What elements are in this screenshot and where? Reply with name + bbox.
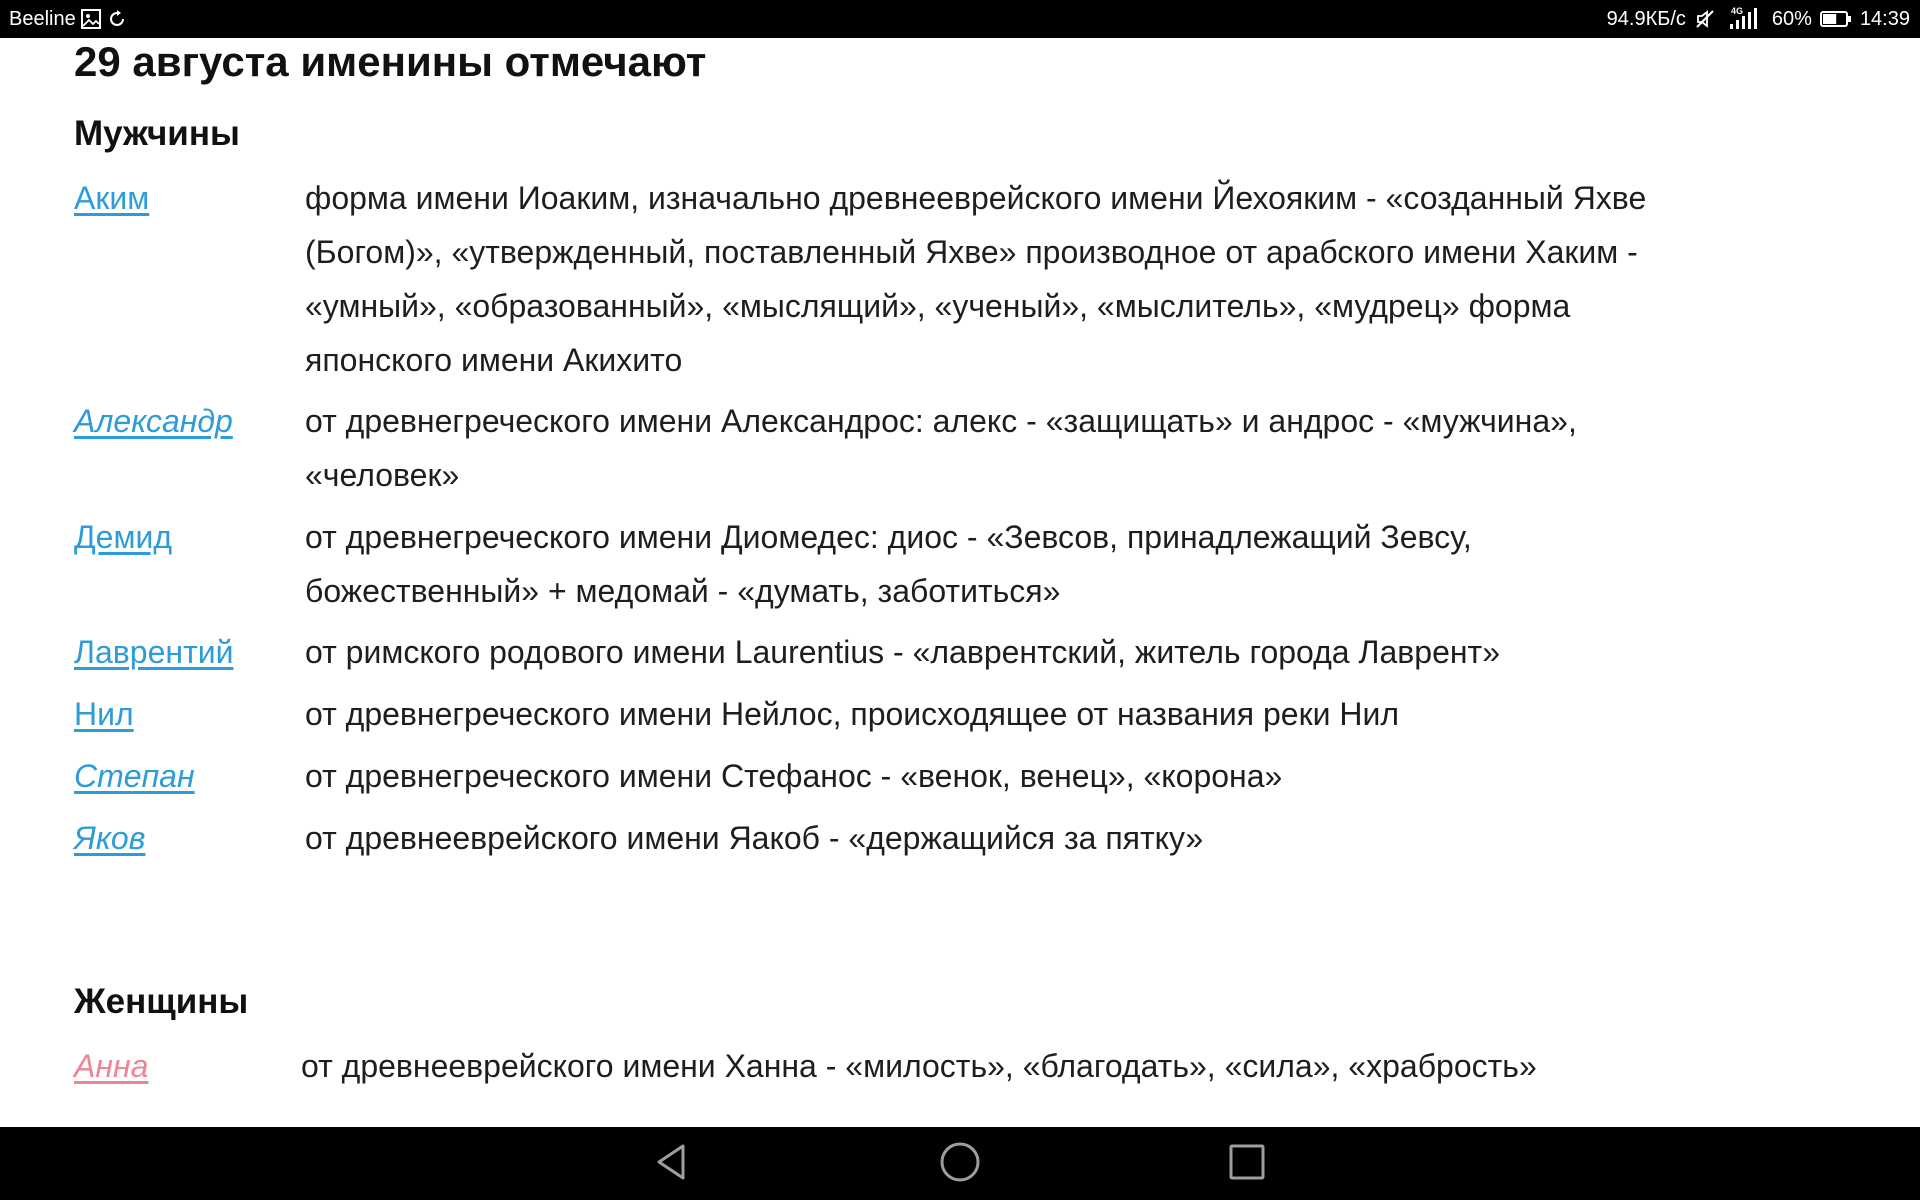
name-link-stepan[interactable]: Степан: [74, 758, 195, 794]
network-speed: 94.9КБ/с: [1606, 8, 1686, 30]
image-icon: [80, 8, 102, 30]
name-link-aleksandr[interactable]: Александр: [74, 403, 233, 439]
name-link-yakov[interactable]: Яков: [74, 820, 146, 856]
name-link-lavrentiy[interactable]: Лаврентий: [74, 634, 234, 670]
name-meaning-yakov: от древнееврейского имени Яакоб - «держащийся за пятку»: [305, 820, 1204, 856]
name-meaning-stepan: от древнегреческого имени Стефанос - «венок, венец», «корона»: [305, 758, 1283, 794]
status-bar-left: [9, 0, 128, 38]
status-bar-right: [1607, 0, 1910, 38]
back-icon: [653, 1142, 693, 1187]
name-meaning-akim: форма имени Иоаким, изначально древнееврейского имени Йехояким - «созданный Яхве (Богом)», «утвержденный, поставленный Яхве» производное от арабского имени Хаким - «умный», «образованный», «мыслящий», «ученый», «мыслитель», «мудрец» форма японского имени Акихито: [305, 180, 1647, 378]
home-button[interactable]: [937, 1141, 983, 1187]
page-title: 29 августа именины отмечают: [74, 38, 707, 85]
mute-icon: [1694, 8, 1716, 30]
recents-button[interactable]: [1224, 1141, 1270, 1187]
name-meaning-lavrentiy: от римского родового имени Laurentius - «лаврентский, житель города Лаврент»: [305, 634, 1500, 670]
sync-icon: [106, 8, 128, 30]
name-link-akim[interactable]: Аким: [74, 180, 150, 216]
network-type: 4G: [1730, 6, 1743, 16]
navigation-bar: [0, 1127, 1920, 1200]
name-link-demid[interactable]: Демид: [74, 519, 173, 555]
clock: 14:39: [1859, 8, 1910, 30]
recents-icon: [1228, 1143, 1266, 1186]
section-heading-women: Женщины: [74, 982, 249, 1021]
name-meaning-nil: от древнегреческого имени Нейлос, происходящее от названия реки Нил: [305, 696, 1399, 732]
battery-icon: [1820, 9, 1852, 29]
name-link-nil[interactable]: Нил: [74, 696, 134, 732]
name-link-anna[interactable]: Анна: [74, 1048, 149, 1084]
carrier-name: Beeline: [9, 8, 76, 30]
name-meaning-demid: от древнегреческого имени Диомедес: диос - «Зевсов, принадлежащий Зевсу, божественный» + медомай - «думать, заботиться»: [305, 519, 1472, 609]
signal-icon: [1724, 5, 1764, 33]
status-bar: [0, 0, 1920, 38]
name-meaning-aleksandr: от древнегреческого имени Александрос: алекс - «защищать» и андрос - «мужчина», «человек»: [305, 403, 1577, 493]
battery-percent: 60%: [1771, 8, 1812, 30]
battery-level: [1823, 14, 1836, 24]
back-button[interactable]: [650, 1141, 696, 1187]
section-heading-men: Мужчины: [74, 114, 240, 153]
home-icon: [939, 1141, 981, 1188]
page-content: [0, 38, 1920, 1127]
name-meaning-anna: от древнееврейского имени Ханна - «милость», «благодать», «сила», «храбрость»: [301, 1048, 1537, 1084]
